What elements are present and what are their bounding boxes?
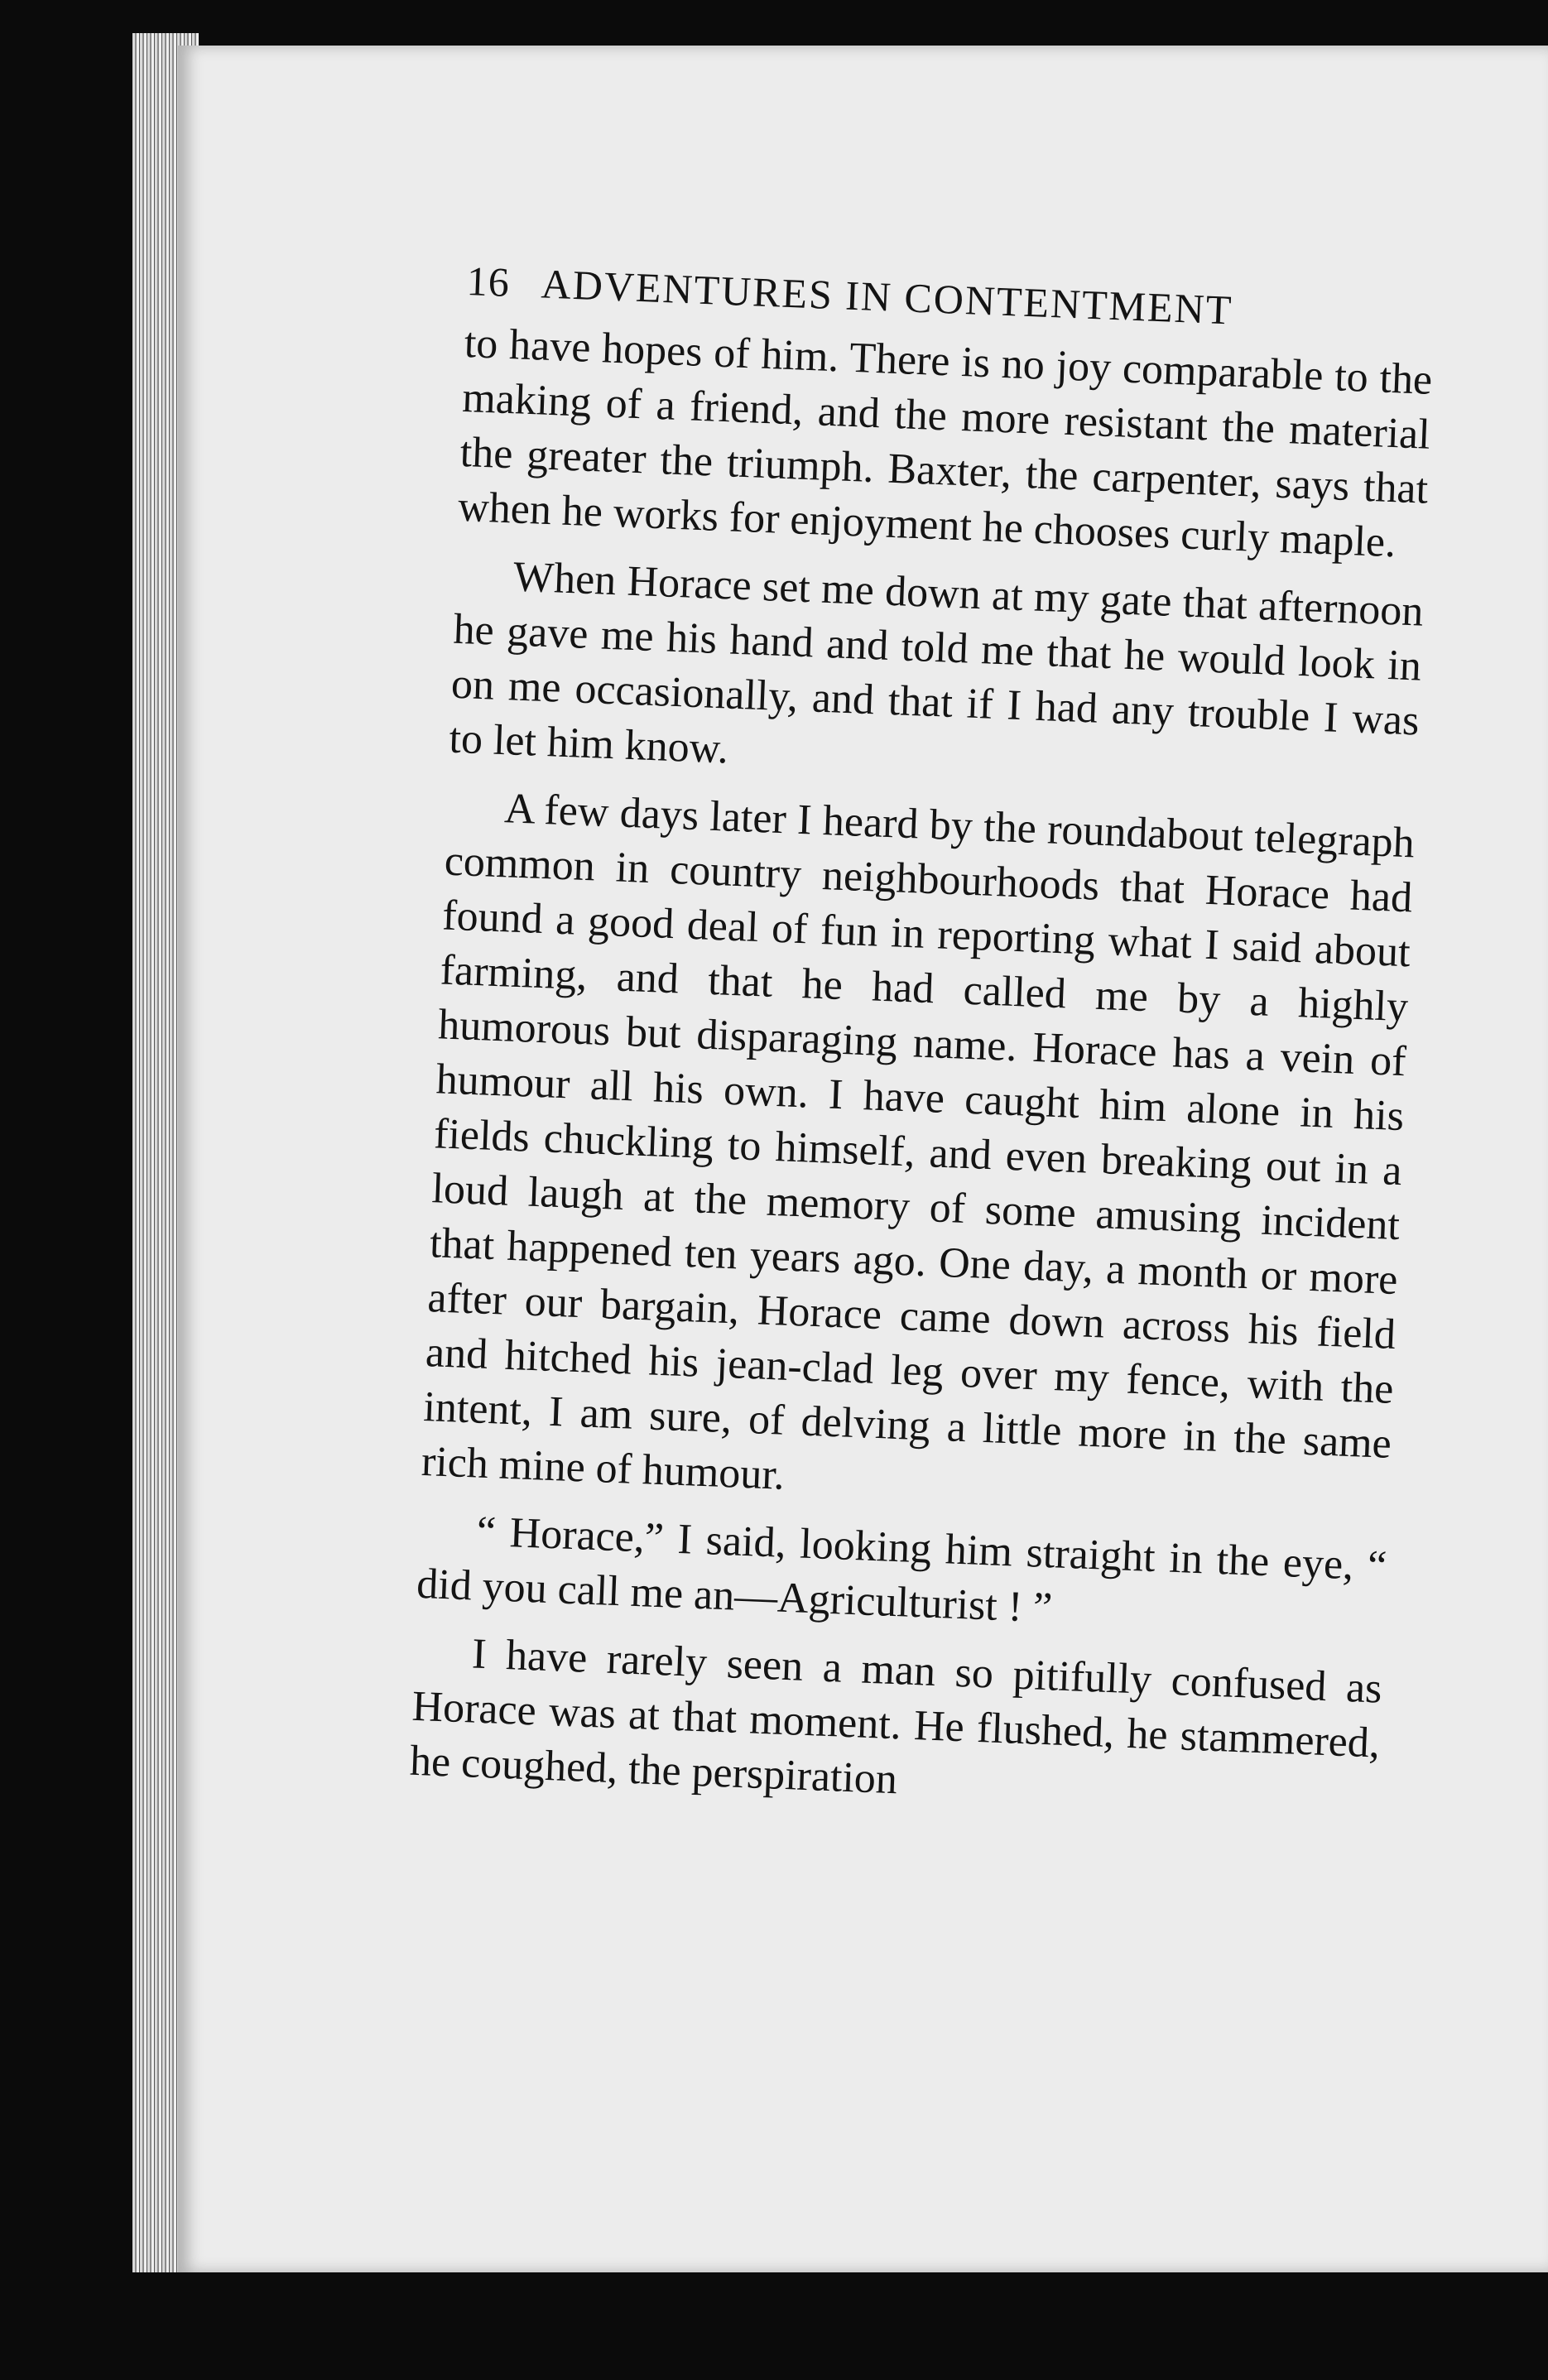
- paragraph: When Horace set me down at my gate that afternoon he gave me his hand and told me that he would look in on me occasionally, and that if I had any trouble I was to let him know.: [448, 553, 1425, 773]
- page-number: 16: [465, 257, 511, 305]
- running-head-title: ADVENTURES IN CONTENTMENT: [540, 260, 1234, 334]
- paragraph: I have rarely seen a man so pitifully confused as Horace was at that moment. He flushed, he stammered, he coughed, the perspiration: [409, 1630, 1383, 1804]
- paragraph: “ Horace,” I said, looking him straight in the eye, “ did you call me an—Agriculturist ! ”: [416, 1507, 1388, 1632]
- paragraph: A few days later I heard by the roundabout telegraph common in country neighbourhoods that Horace had found a good deal of fun in reporting what I said about farming, and that he had called me by a highly humorous but disparaging name. Horace has a vein of humour all his own. I have caught him alone in his fields chuckling to himself, and even breaking out in a loud laugh at the memory of some amusing incident that happened ten years ago. One day, a month or more after our bargain, Horace came down across his field and hitched his jean-clad leg over my fence, with the intent, I am sure, of delving a little more in the same rich mine of humour.: [420, 785, 1416, 1499]
- scan-background: [99, 2272, 1548, 2380]
- page-content: [408, 257, 1435, 1839]
- paragraph: to have hopes of him. There is no joy comparable to the making of a friend, and the more resistant the material the greater the triumph. Baxter, the carpenter, says that when he works for enjoyment he chooses curly maple.: [457, 319, 1434, 567]
